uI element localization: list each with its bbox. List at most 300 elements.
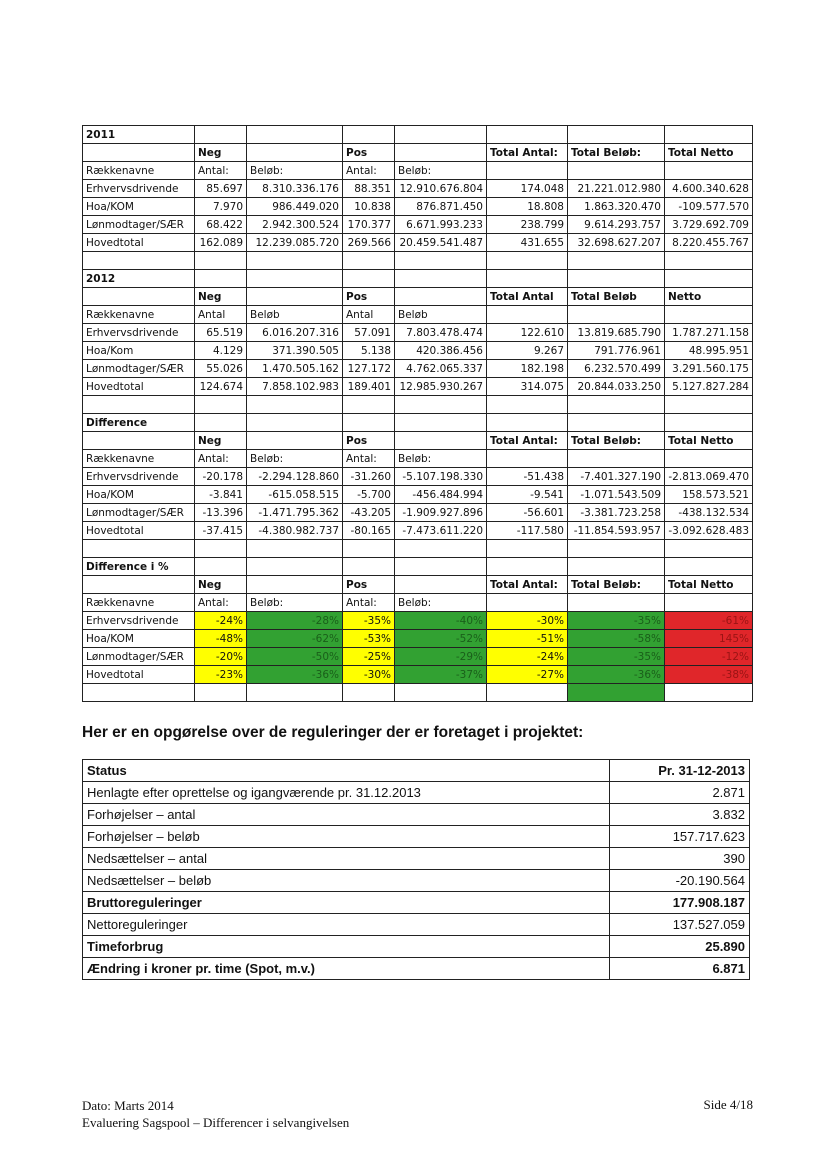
value-cell: -4.380.982.737: [247, 522, 343, 540]
empty-cell: [247, 576, 343, 594]
value-cell: 85.697: [195, 180, 247, 198]
column-header: Total Netto: [665, 432, 753, 450]
status-row: [83, 804, 750, 826]
column-header: Total Netto: [665, 576, 753, 594]
value-cell: -62%: [247, 630, 343, 648]
empty-cell: [83, 432, 195, 450]
value-cell: 170.377: [343, 216, 395, 234]
status-table: [82, 759, 750, 980]
section-title: 2012: [83, 270, 195, 288]
status-header-label: Status: [83, 760, 610, 782]
value-cell: -56.601: [487, 504, 568, 522]
status-row: [83, 936, 750, 958]
empty-cell: [83, 144, 195, 162]
status-label: Bruttoreguleringer: [83, 892, 610, 914]
subheader-cell: Antal:: [343, 594, 395, 612]
value-cell: 4.762.065.337: [395, 360, 487, 378]
section-title-row: [83, 270, 753, 288]
empty-cell: [395, 144, 487, 162]
value-cell: 876.871.450: [395, 198, 487, 216]
value-cell: -40%: [395, 612, 487, 630]
value-cell: 6.016.207.316: [247, 324, 343, 342]
empty-cell: [395, 288, 487, 306]
spacer-row: [83, 684, 753, 702]
section-title-row: [83, 126, 753, 144]
subheader-cell: Beløb:: [247, 450, 343, 468]
value-cell: -37.415: [195, 522, 247, 540]
value-cell: 3.291.560.175: [665, 360, 753, 378]
table-row: [83, 648, 753, 666]
column-header: Pos: [343, 576, 395, 594]
table-row: [83, 216, 753, 234]
value-cell: 21.221.012.980: [568, 180, 665, 198]
empty-cell: [568, 540, 665, 558]
empty-cell: [568, 162, 665, 180]
column-header: Total Antal: [487, 288, 568, 306]
empty-cell: [568, 396, 665, 414]
value-cell: 158.573.521: [665, 486, 753, 504]
value-cell: 12.239.085.720: [247, 234, 343, 252]
empty-cell: [665, 558, 753, 576]
value-cell: 127.172: [343, 360, 395, 378]
section-subhead-row: [83, 594, 753, 612]
value-cell: -28%: [247, 612, 343, 630]
value-cell: 65.519: [195, 324, 247, 342]
value-cell: 48.995.951: [665, 342, 753, 360]
section-title: 2011: [83, 126, 195, 144]
column-header: Total Netto: [665, 144, 753, 162]
value-cell: 791.776.961: [568, 342, 665, 360]
status-label: Nedsættelser – beløb: [83, 870, 610, 892]
empty-cell: [83, 252, 195, 270]
column-header: Total Antal:: [487, 144, 568, 162]
subheader-cell: Rækkenavne: [83, 450, 195, 468]
section-head-row: [83, 288, 753, 306]
value-cell: 174.048: [487, 180, 568, 198]
value-cell: -5.107.198.330: [395, 468, 487, 486]
empty-cell: [247, 432, 343, 450]
empty-cell: [665, 270, 753, 288]
subheader-cell: Rækkenavne: [83, 594, 195, 612]
column-header: Total Antal:: [487, 576, 568, 594]
value-cell: -36%: [568, 666, 665, 684]
empty-cell: [487, 306, 568, 324]
value-cell: -1.071.543.509: [568, 486, 665, 504]
empty-cell: [665, 684, 753, 702]
value-cell: -37%: [395, 666, 487, 684]
column-header: Neg: [195, 576, 247, 594]
empty-cell: [195, 396, 247, 414]
value-cell: 1.787.271.158: [665, 324, 753, 342]
section-subhead-row: [83, 450, 753, 468]
value-cell: 20.844.033.250: [568, 378, 665, 396]
empty-cell: [395, 270, 487, 288]
subheader-cell: Beløb: [247, 306, 343, 324]
column-header: Pos: [343, 144, 395, 162]
value-cell: -117.580: [487, 522, 568, 540]
empty-cell: [395, 432, 487, 450]
empty-cell: [343, 126, 395, 144]
regulations-heading: Her er en opgørelse over de reguleringer der er foretaget i projektet:: [82, 724, 584, 741]
table-row: [83, 234, 753, 252]
value-cell: -36%: [247, 666, 343, 684]
value-cell: 371.390.505: [247, 342, 343, 360]
empty-cell: [83, 288, 195, 306]
table-row: [83, 612, 753, 630]
empty-cell: [568, 126, 665, 144]
value-cell: -3.381.723.258: [568, 504, 665, 522]
status-row: [83, 870, 750, 892]
section-title: Difference: [83, 414, 195, 432]
value-cell: -1.471.795.362: [247, 504, 343, 522]
value-cell: -35%: [568, 648, 665, 666]
value-cell: 18.808: [487, 198, 568, 216]
subheader-cell: Antal:: [195, 450, 247, 468]
row-label: Erhvervsdrivende: [83, 612, 195, 630]
column-header: Pos: [343, 288, 395, 306]
value-cell: -11.854.593.957: [568, 522, 665, 540]
empty-cell: [247, 414, 343, 432]
status-label: Nettoreguleringer: [83, 914, 610, 936]
empty-cell: [665, 414, 753, 432]
empty-cell: [247, 396, 343, 414]
value-cell: -53%: [343, 630, 395, 648]
row-label: Hoa/KOM: [83, 198, 195, 216]
empty-cell: [395, 684, 487, 702]
value-cell: -5.700: [343, 486, 395, 504]
empty-cell: [568, 270, 665, 288]
empty-cell: [343, 396, 395, 414]
status-row: [83, 782, 750, 804]
value-cell: -109.577.570: [665, 198, 753, 216]
empty-cell: [343, 270, 395, 288]
column-header: Total Antal:: [487, 432, 568, 450]
status-row: [83, 914, 750, 936]
value-cell: 88.351: [343, 180, 395, 198]
subheader-cell: Antal:: [195, 594, 247, 612]
status-value: 3.832: [610, 804, 750, 826]
section-head-row: [83, 576, 753, 594]
empty-cell: [343, 540, 395, 558]
subheader-cell: Antal:: [195, 162, 247, 180]
empty-cell: [487, 270, 568, 288]
value-cell: -29%: [395, 648, 487, 666]
value-cell: -50%: [247, 648, 343, 666]
status-row: [83, 958, 750, 980]
empty-cell: [487, 540, 568, 558]
empty-cell: [568, 594, 665, 612]
value-cell: 3.729.692.709: [665, 216, 753, 234]
value-cell: 32.698.627.207: [568, 234, 665, 252]
value-cell: 182.198: [487, 360, 568, 378]
row-label: Erhvervsdrivende: [83, 468, 195, 486]
value-cell: -61%: [665, 612, 753, 630]
subheader-cell: Antal: [343, 306, 395, 324]
empty-cell: [487, 396, 568, 414]
value-cell: 238.799: [487, 216, 568, 234]
section-subhead-row: [83, 306, 753, 324]
empty-cell: [487, 252, 568, 270]
empty-cell: [247, 288, 343, 306]
status-value: 25.890: [610, 936, 750, 958]
empty-cell: [247, 252, 343, 270]
empty-cell: [665, 162, 753, 180]
empty-cell: [343, 684, 395, 702]
value-cell: 7.858.102.983: [247, 378, 343, 396]
footer-date: Dato: Marts 2014: [82, 1098, 174, 1113]
value-cell: -9.541: [487, 486, 568, 504]
value-cell: 5.127.827.284: [665, 378, 753, 396]
subheader-cell: Rækkenavne: [83, 306, 195, 324]
subheader-cell: Beløb:: [247, 594, 343, 612]
empty-cell: [665, 306, 753, 324]
value-cell: 269.566: [343, 234, 395, 252]
value-cell: 9.614.293.757: [568, 216, 665, 234]
subheader-cell: Beløb:: [395, 162, 487, 180]
empty-cell: [247, 126, 343, 144]
table-row: [83, 630, 753, 648]
value-cell: -51%: [487, 630, 568, 648]
empty-cell: [487, 126, 568, 144]
value-cell: -38%: [665, 666, 753, 684]
empty-cell: [247, 144, 343, 162]
value-cell: -23%: [195, 666, 247, 684]
spacer-row: [83, 396, 753, 414]
section-head-row: [83, 144, 753, 162]
subheader-cell: Beløb:: [247, 162, 343, 180]
row-label: Lønmodtager/SÆR: [83, 216, 195, 234]
value-cell: -438.132.534: [665, 504, 753, 522]
value-cell: 7.803.478.474: [395, 324, 487, 342]
status-row: [83, 826, 750, 848]
column-header: Total Beløb:: [568, 144, 665, 162]
value-cell: -52%: [395, 630, 487, 648]
value-cell: -1.909.927.896: [395, 504, 487, 522]
column-header: Total Beløb:: [568, 432, 665, 450]
row-label: Hoa/KOM: [83, 630, 195, 648]
column-header: Total Beløb:: [568, 576, 665, 594]
status-value: 137.527.059: [610, 914, 750, 936]
empty-cell: [343, 252, 395, 270]
empty-cell: [195, 126, 247, 144]
value-cell: -7.401.327.190: [568, 468, 665, 486]
empty-cell: [487, 558, 568, 576]
value-cell: 1.863.320.470: [568, 198, 665, 216]
subheader-cell: Beløb:: [395, 450, 487, 468]
row-label: Hovedtotal: [83, 522, 195, 540]
footer-doc-title: Evaluering Sagspool – Differencer i selvangivelsen: [82, 1115, 350, 1130]
empty-cell: [247, 684, 343, 702]
value-cell: -7.473.611.220: [395, 522, 487, 540]
table-row: [83, 486, 753, 504]
empty-cell: [568, 252, 665, 270]
table-row: [83, 378, 753, 396]
status-label: Forhøjelser – antal: [83, 804, 610, 826]
row-label: Hovedtotal: [83, 378, 195, 396]
empty-cell: [395, 126, 487, 144]
value-cell: 8.220.455.767: [665, 234, 753, 252]
empty-cell: [568, 414, 665, 432]
footer: [82, 1097, 349, 1131]
empty-cell: [395, 414, 487, 432]
value-cell: 6.232.570.499: [568, 360, 665, 378]
value-cell: 6.671.993.233: [395, 216, 487, 234]
value-cell: 12.910.676.804: [395, 180, 487, 198]
section-title-row: [83, 558, 753, 576]
value-cell: -24%: [487, 648, 568, 666]
value-cell: 9.267: [487, 342, 568, 360]
value-cell: 189.401: [343, 378, 395, 396]
empty-cell: [247, 540, 343, 558]
empty-cell: [83, 540, 195, 558]
status-value: 2.871: [610, 782, 750, 804]
value-cell: -31.260: [343, 468, 395, 486]
value-cell: -43.205: [343, 504, 395, 522]
status-value: -20.190.564: [610, 870, 750, 892]
row-label: Lønmodtager/SÆR: [83, 360, 195, 378]
table-row: [83, 198, 753, 216]
empty-cell: [487, 414, 568, 432]
row-label: Hovedtotal: [83, 234, 195, 252]
value-cell: 68.422: [195, 216, 247, 234]
section-subhead-row: [83, 162, 753, 180]
value-cell: 145%: [665, 630, 753, 648]
value-cell: 13.819.685.790: [568, 324, 665, 342]
value-cell: 162.089: [195, 234, 247, 252]
value-cell: 8.310.336.176: [247, 180, 343, 198]
empty-cell: [195, 270, 247, 288]
empty-cell: [83, 684, 195, 702]
value-cell: -80.165: [343, 522, 395, 540]
value-cell: 5.138: [343, 342, 395, 360]
subheader-cell: Beløb: [395, 306, 487, 324]
value-cell: 10.838: [343, 198, 395, 216]
spacer-row: [83, 252, 753, 270]
table-row: [83, 360, 753, 378]
value-cell: -2.813.069.470: [665, 468, 753, 486]
empty-cell: [665, 126, 753, 144]
value-cell: -12%: [665, 648, 753, 666]
status-value: 390: [610, 848, 750, 870]
value-cell: 57.091: [343, 324, 395, 342]
empty-cell: [395, 252, 487, 270]
value-cell: 2.942.300.524: [247, 216, 343, 234]
table-row: [83, 504, 753, 522]
empty-cell: [195, 540, 247, 558]
status-label: Nedsættelser – antal: [83, 848, 610, 870]
empty-cell: [395, 558, 487, 576]
empty-cell: [343, 414, 395, 432]
status-header-value: Pr. 31-12-2013: [610, 760, 750, 782]
column-header: Neg: [195, 288, 247, 306]
empty-cell: [487, 450, 568, 468]
row-label: Lønmodtager/SÆR: [83, 504, 195, 522]
empty-cell: [665, 252, 753, 270]
table-row: [83, 324, 753, 342]
spacer-row: [83, 540, 753, 558]
value-cell: -30%: [343, 666, 395, 684]
subheader-cell: Antal:: [343, 450, 395, 468]
row-label: Hovedtotal: [83, 666, 195, 684]
empty-cell: [665, 450, 753, 468]
row-label: Erhvervsdrivende: [83, 180, 195, 198]
status-row: [83, 848, 750, 870]
column-header: Neg: [195, 432, 247, 450]
column-header: Neg: [195, 144, 247, 162]
empty-cell: [395, 396, 487, 414]
value-cell: -51.438: [487, 468, 568, 486]
empty-cell: [568, 306, 665, 324]
row-label: Hoa/Kom: [83, 342, 195, 360]
value-cell: 20.459.541.487: [395, 234, 487, 252]
value-cell: 1.470.505.162: [247, 360, 343, 378]
table-row: [83, 666, 753, 684]
statistics-table: [82, 125, 753, 702]
status-header-row: [83, 760, 750, 782]
value-cell: -30%: [487, 612, 568, 630]
empty-cell: [487, 162, 568, 180]
value-cell: -20.178: [195, 468, 247, 486]
column-header: Pos: [343, 432, 395, 450]
empty-cell: [195, 252, 247, 270]
table-row: [83, 468, 753, 486]
status-label: Henlagte efter oprettelse og igangværende pr. 31.12.2013: [83, 782, 610, 804]
value-cell: 122.610: [487, 324, 568, 342]
status-row: [83, 892, 750, 914]
value-cell: -615.058.515: [247, 486, 343, 504]
empty-cell: [195, 414, 247, 432]
value-cell: -48%: [195, 630, 247, 648]
column-header: Total Beløb: [568, 288, 665, 306]
empty-cell: [343, 558, 395, 576]
section-head-row: [83, 432, 753, 450]
status-value: 157.717.623: [610, 826, 750, 848]
value-cell: -35%: [343, 612, 395, 630]
subheader-cell: Antal:: [343, 162, 395, 180]
empty-cell: [568, 684, 665, 702]
value-cell: -35%: [568, 612, 665, 630]
value-cell: -13.396: [195, 504, 247, 522]
value-cell: 12.985.930.267: [395, 378, 487, 396]
value-cell: 4.129: [195, 342, 247, 360]
section-title: Difference i %: [83, 558, 195, 576]
empty-cell: [247, 558, 343, 576]
empty-cell: [195, 684, 247, 702]
value-cell: -27%: [487, 666, 568, 684]
empty-cell: [247, 270, 343, 288]
value-cell: 4.600.340.628: [665, 180, 753, 198]
subheader-cell: Beløb:: [395, 594, 487, 612]
status-value: 177.908.187: [610, 892, 750, 914]
empty-cell: [395, 540, 487, 558]
value-cell: -24%: [195, 612, 247, 630]
table-row: [83, 180, 753, 198]
status-value: 6.871: [610, 958, 750, 980]
empty-cell: [83, 396, 195, 414]
row-label: Lønmodtager/SÆR: [83, 648, 195, 666]
value-cell: -2.294.128.860: [247, 468, 343, 486]
section-title-row: [83, 414, 753, 432]
value-cell: 124.674: [195, 378, 247, 396]
table-row: [83, 522, 753, 540]
empty-cell: [487, 594, 568, 612]
value-cell: -3.092.628.483: [665, 522, 753, 540]
value-cell: -58%: [568, 630, 665, 648]
empty-cell: [568, 558, 665, 576]
empty-cell: [665, 594, 753, 612]
table-row: [83, 342, 753, 360]
empty-cell: [568, 450, 665, 468]
